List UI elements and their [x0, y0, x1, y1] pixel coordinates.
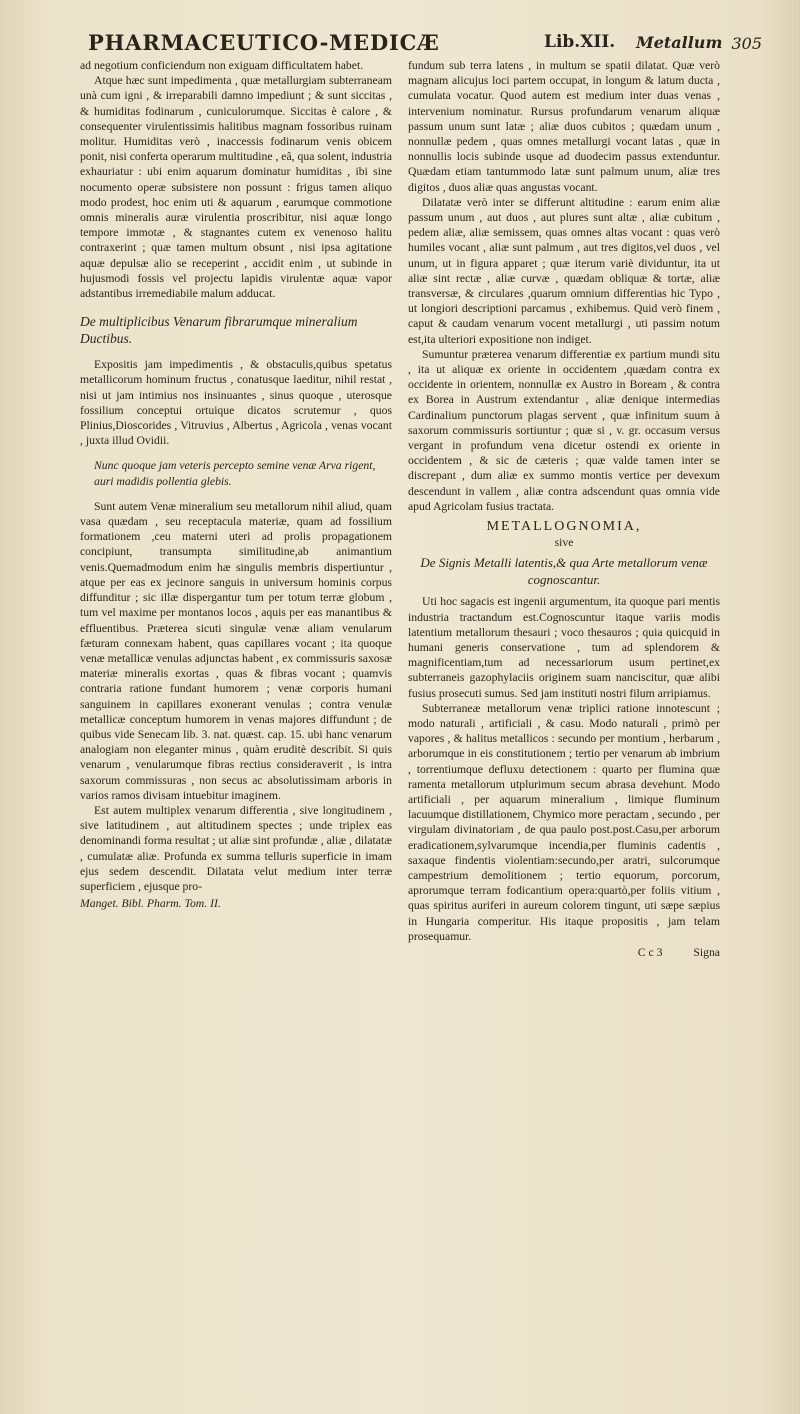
left-column: [80, 58, 392, 1388]
paragraph: Sumuntur præterea venarum differentiæ ex partium mundi situ , ita ut aliquæ ex oriente in occidentem ,quædam contra ex occidente in orientem, nonnullæ ex Austro in Boream , & contra ex Borea in Austrum extendantur , aliæ denique intermedias Cardinalium punctorum plagas servent , quæ infinitum suum à saxorum commissuris sortiuntur ; quæ si , v. gr. occasum versus vergant in profundum vena dicetur ostendi ex oriente in occidentem , & sic de cæteris ; quæ valde tamen inter se discrepant , dum aliæ ex summo montis vertice per devexum descendunt in vallem , aliæ contra adscendunt quas omnia vide apud Agricolam fusius tractata.: [408, 347, 720, 513]
running-header: [88, 30, 762, 60]
paragraph: Atque hæc sunt impedimenta , quæ metallurgiam subterraneam unà cum igni , & irreparabili damno impediunt ; & sunt siccitas , & humiditas fodinarum , cuniculorumque. Siccitas è calore , & consequenter virulentissimis halitibus magnam fossoribus ruinam molitur. Humiditas verò , inaccessis fodinarum venis obicem ponit, nisi conferta operarum multitudine , eâ, qua solent, industria exhauriatur : ubi enim aquarum dominatur humiditas , ibi sine nocumento operæ subsistere non possunt : frigus tamen aliquo modo prodest, hoc enim uti & aquarum , earumque commotione omnis mineralis auræ virulentia proscribitur, nisi aquæ longo tempore immotæ , & stagnantes cutem ex venenoso halitu contraxerint ; quæ tamen multum obsunt , nisi ipsa agitatione aquæ depulsæ alio se receperint , accidit enim , ut subinde in hujusmodi fossis vel projectu lapidis virulentæ aquæ vapor adstantibus irremediabile malum adducat.: [80, 74, 392, 301]
right-column: [408, 58, 720, 1388]
section-heading: De multiplicibus Venarum fibrarumque mineralium Ductibus.: [80, 314, 358, 347]
paragraph: ad negotium conficiendum non exiguam difficultatem habet.: [80, 59, 364, 72]
section-name: Metallum: [636, 33, 723, 52]
verse-quotation: Nunc quoque jam veteris percepto semine venæ Arva rigent, auri madidis pollentia glebis.: [94, 459, 376, 488]
footer-imprint: Manget. Bibl. Pharm. Tom. II.: [80, 897, 221, 911]
signature-mark: C c 3: [637, 945, 663, 959]
section-heading-sive: sive: [554, 536, 574, 550]
section-heading-main: METALLOGNOMIA,: [486, 519, 642, 535]
catchword: Signa: [693, 945, 720, 959]
page-number: 305: [731, 34, 762, 53]
paragraph: Est autem multiplex venarum differentia , sive longitudinem , sive latitudinem , aut altitudinem spectes ; unde triplex eas denominandi forma resultat ; ut aliæ sint profundæ , aliæ , dilatatæ , cumulatæ aliæ. Profunda ex summa telluris superficie in imam ejus sedem descendit. Dilatata velut medium inter terræ superficiem , ejusque pro-: [80, 803, 392, 893]
running-title: PHARMACEUTICO-MEDICÆ: [88, 30, 440, 55]
paragraph: Subterraneæ metallorum venæ triplici ratione innotescunt ; modo naturali , artificiali , & casu. Modo naturali , primò per vapores , & halitus metallicos : secundo per montium , herbarum , arborumque in eis constitutionem ; tertio per venarum ab imbrium , torrentiumque defluxu detectionem : quarto per flumina quæ ramenta metallorum utplurimum secum abrasa devehunt. Modo artificiali , per aquarum mineralium , limique fluminum lacuumque distillationem, Chymico more peractam , secundo , per virgulam divinatoriam , de qua paulo post.post.Casu,per arborum eradicationem,sylvarumque incendia,per fluminis cadentis , saxaque findentis violentiam:secundo,per aratri, sulcorumque campestrium demolitionem ; tertio equorum, porcorum, aprorumque terram fodicantium opera:quartò,per foliis vitium , quas spiritus auriferi in aureum colorem tingunt, uti sæpe sæpius in Hungaria comperitur. His itaque propositis , jam telam prosequamur.: [408, 701, 720, 943]
paragraph: Uti hoc sagacis est ingenii argumentum, ita quoque pari mentis industria tractandum est.Cognoscuntur itaque variis modis latentium metallorum thesauri ; voco thesauros ; quia quicquid in humani generis conservatione , tum ad splendorem & magnificentiam,tum ad necessariorum usum pertinet,ex subterraneis gazophylaciis originem suam nanciscitur, quæ alibi fusius prosecuti sumus. Sed jam instituti nostri filum arripiamus.: [408, 595, 720, 700]
paragraph: Sunt autem Venæ mineralium seu metallorum nihil aliud, quam vasa quædam , seu receptacula materiæ, quam ad fossilium formationem ,ceu materni uteri ad prolis propagationem concipiunt, transumpta similitudine,ab animantium venis.Quemadmodum enim hæ singulis membris dispertiuntur , atque per eas ex jecinore sanguis in universum hominis corpus diffunditur ; sic illæ dispergantur tum per totum terræ globum , tum vel maxime per montanos locos , aquis per eas manantibus & effluentibus. Præterea sicuti singulæ venæ aliam venularum fæturam connexam habent, quas capillares vocant ; ita quoque venæ metallicæ venulas adjunctas habent , ex commissuris saxosæ materiæ mineralis exortas , quas & fibras vocant ; quamvis contraria ratione fundant humorem ; venæ corporis humani sanguinem in capillares exonerant venulas ; contra venulæ metallicæ conceptum humorem in venas majores diffundunt ; de quibus vide Senecam lib. 3. nat. quæst. cap. 15. ubi hanc venarum analogiam non eleganter minus , quàm eruditè describit. Si quis venarum , venularumque fibras rectius consideraverit , is intra saxorum commissuras , non secus ac absolutissimam arboris in varios ramos divisam intuebitur imaginem.: [80, 499, 392, 802]
book-number: Lib.XII.: [544, 32, 616, 52]
paragraph: fundum sub terra latens , in multum se spatii dilatat. Quæ verò magnam alicujus loci partem occupat, in longum & latum ducta , cumulata vocatur. Quod autem est medium inter duas venas , intervenium nominatur. Rursus profundarum venarum aliquæ passum unum sunt latæ ; aliæ duos cubitos ; quædam unum , nonnullæ pedem , quas omnes metallurgi vocant latas , quæ in nonnullis locis subinde usque ad duodecim passus extenduntur. Quædam etiam tantummodo latæ sunt palmum unum, aliæ tres digitos , duos aliæ quas angustas vocant.: [408, 59, 720, 194]
signature-line: [408, 945, 720, 960]
paragraph: Expositis jam impedimentis , & obstaculis,quibus spetatus metallicorum hominum fructus , conatusque laeditur, nihil restat , nisi ut jam intimius nos insinuantes , sinus quoque , uterosque fossilium conceptui ortuique dicatos scrutemur , quos Plinius,Dioscorides , Vitruvius , Albertus , Agricola , venas vocant , juxta illud Ovidii.: [80, 358, 392, 448]
section-heading-title: De Signis Metalli latentis,& qua Arte metallorum venæ cognoscantur.: [420, 555, 708, 588]
paragraph: Dilatatæ verò inter se differunt altitudine : earum enim aliæ passum unum , aut duos , aut plures sunt altæ , aliæ cubitum , pedem aliæ, aliæ semissem, quas omnes altas vocant : quas verò humiles vocant , aliæ sunt palmum , aut tres digitos,vel duos , vel unum, ut in figura apparet ; quæ iterum variè dividuntur, ita ut aliæ sint rectæ , aliæ curvæ , quædam obliquæ & tortæ, aliæ transversæ, & circulares ,quarum omnium differentias hic Typo , ut longiori descriptioni parcamus , exhibemus. Quid verò finem , caput & caudam venarum vocent metallurgi , uti passim notum est,ita ulteriori expositione non indiget.: [408, 195, 720, 346]
